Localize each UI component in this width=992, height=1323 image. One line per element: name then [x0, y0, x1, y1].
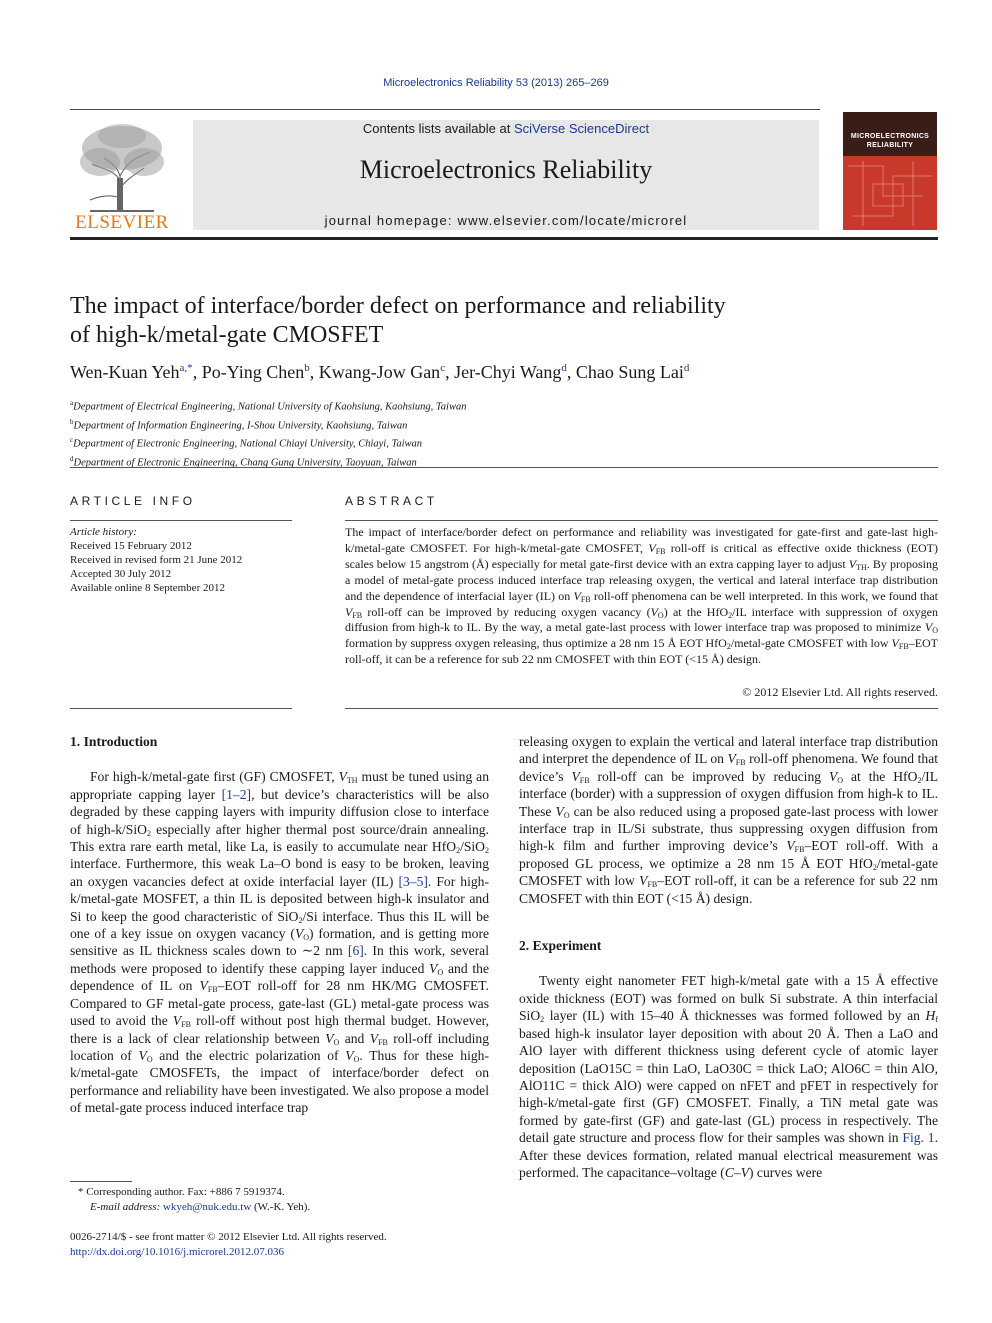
author-affil-link[interactable]: a,*: [179, 362, 193, 374]
email-line: [70, 1200, 489, 1215]
affiliation-rule: [70, 467, 938, 468]
doi-link[interactable]: http://dx.doi.org/10.1016/j.microrel.2012.07.036: [70, 1246, 284, 1258]
issn-line: 0026-2714/$ - see front matter © 2012 Elsevier Ltd. All rights reserved.: [70, 1231, 387, 1243]
affiliation-item: [70, 396, 930, 415]
abstract-bottom-rule: [345, 708, 938, 709]
paper-title-line2: of high-k/metal-gate CMOSFET: [70, 322, 384, 348]
cover-title: [843, 132, 937, 150]
affiliation-item: [70, 452, 930, 471]
email-label: E-mail address:: [90, 1201, 163, 1213]
abstract-body: The impact of interface/border defect on performance and reliability was investigated for gate-first and gate-last high-k/metal-gate CMOSFET. For high-k/metal-gate CMOSFET, $V_{FB}$ roll-off is critical as effective oxide thickness (EOT) scales below 15 angstrom (Å) especially for metal gate-first device with an extra capping layer to adjust $V_{TH}$. By proposing a model of metal-gate process induced interface trap releasing oxygen, the vertical and lateral interface trap distribution and the dependence of interfacial layer (IL) on $V_{FB}$ roll-off phenomena can be well interpreted. In this work, we found that $V_{FB}$ roll-off can be improved by reducing oxygen vacancy $(V_O)$ at the HfO$_2$/IL interface with suppression of oxygen diffusion from high-k to IL. By the way, a metal gate-last process with lower interface trap was proposed to minimize $V_O$ formation by suppress oxygen releasing, thus optimize a 28 nm 15 Å EOT HfO$_2$/metal-gate CMOSFET with low $V_{FB}$–EOT roll-off, it can be a reference for sub 22 nm CMOSFET with thin EOT (<15 Å) design.: [345, 525, 939, 667]
article-info-heading: ARTICLE INFO: [70, 494, 196, 508]
author-name: Jer-Chyi Wang: [454, 362, 562, 382]
journal-reference[interactable]: Microelectronics Reliability 53 (2013) 265–269: [383, 77, 609, 89]
author-name: Kwang-Jow Gan: [318, 362, 441, 382]
paper-title: [70, 292, 930, 350]
revised-date: Received in revised form 21 June 2012: [70, 554, 243, 566]
affiliation-text: Department of Information Engineering, I-Shou University, Kaohsiung, Taiwan: [73, 420, 408, 432]
affiliation-marker: d: [70, 455, 74, 464]
author-list: Wen-Kuan Yeh$^{a,*}$, Po-Ying Chen$^b$, Kwang-Jow Gan$^c$, Jer-Chyi Wang$^d$, Chao Sung Lai$^d$: [70, 362, 690, 382]
author-name: Po-Ying Chen: [201, 362, 305, 382]
affiliation-marker: b: [70, 417, 74, 426]
body-right-column: [519, 733, 938, 1181]
cover-circuit-icon: [843, 156, 937, 230]
article-history: [70, 525, 292, 595]
elsevier-wordmark: ELSEVIER: [75, 212, 169, 233]
journal-title: Microelectronics Reliability: [359, 155, 653, 184]
figure-link[interactable]: Fig. 1: [902, 1130, 935, 1146]
footnote-rule: [70, 1181, 132, 1182]
body-left-column: [70, 733, 489, 1117]
online-date: Available online 8 September 2012: [70, 582, 225, 594]
body-paragraph: releasing oxygen to explain the vertical and lateral interface trap distribution and interpret the dependence of IL on $V_{FB}$ roll-off phenomena. We found that device’s $V_{FB}$ roll-off can be improved by reducing $V_O$ at the HfO$_2$/IL interface (border) with a suppression of oxygen diffusion from high-k to IL. These $V_O$ can be also reduced using a proposed gate-last process with lower interface trap in IL/Si substrate, thus suppressing oxygen diffusion from high-k film and further improving device’s $V_{FB}$–EOT roll-off. With a proposed GL process, we optimize a 28 nm 15 Å EOT HfO$_2$/metal-gate CMOSFET with low $V_{FB}$–EOT roll-off, it can be a reference for sub 22 nm CMOSFET with thin EOT (<15 Å) design.: [519, 734, 939, 906]
affiliations: [70, 396, 930, 471]
section-heading-experiment: 2. Experiment: [519, 938, 602, 954]
email-suffix: (W.-K. Yeh).: [251, 1201, 311, 1213]
section-heading-introduction: 1. Introduction: [70, 734, 158, 749]
affiliation-text: Department of Electronic Engineering, National Chiayi University, Chiayi, Taiwan: [73, 438, 423, 450]
header-thick-rule: [70, 237, 938, 240]
article-info-bottom-rule: [70, 708, 292, 709]
email-link[interactable]: wkyeh@nuk.edu.tw: [162, 1201, 252, 1213]
footnote: [70, 1185, 489, 1215]
author-affil-link[interactable]: c: [440, 362, 446, 374]
affiliation-marker: c: [70, 436, 74, 445]
journal-cover: [843, 112, 937, 230]
body-paragraph: Twenty eight nanometer FET high-k/metal gate with a 15 Å effective oxide thickness (EOT) was formed on bulk Si substrate. A thin interfacial SiO$_2$ layer (IL) with 15–40 Å thicknesses was formed followed by an $H_f$ based high-k insulator layer deposition with about 20 Å. Then a LaO and AlO layer with different thickness using deferent cycle of atomic layer deposition (LaO15C = thin LaO, LaO30C = thick LaO; AlO6C = thin AlO, AlO11C = thick AlO) were capped on nFET and pFET in respectively for high-k/metal-gate first (GF) CMOSFET. Finally, a TiN metal gate was formed by gate-first (GF) and gate-last (GL) process in respectively. The detail gate structure and process flow for their samples was shown in Fig. 1. After these devices formation, related manual electrical measurement was performed. The capacitance–voltage (C–V) curves were: [519, 973, 938, 1180]
affiliation-text: Department of Electrical Engineering, National University of Kaohsiung, Kaohsiung, Taiwan: [73, 401, 467, 413]
body-paragraph: For high-k/metal-gate first (GF) CMOSFET, $V_{TH}$ must be tuned using an appropriate capping layer [1–2], but device’s characteristics will be also degraded by these capping layers with impurity diffusion close to interface of high-k/SiO$_2$ especially after higher thermal post source/drain annealing. This extra rare earth metal, like La, is easily to accumulate near HfO$_2$/SiO$_2$ interface. Furthermore, this weak La–O bond is easy to be broken, leaving an oxygen vacancies defect at oxide interfacial layer (IL) [3–5]. For high-k/metal-gate MOSFET, a thin IL is deposited between high-k insulator and Si to keep the good characteristic of SiO$_2$/Si interface. Thus this IL will be one of a key issue on oxygen vacancy $(V_O)$ formation, and is getting more sensitive as IL thickness scales down to ∼2 nm [6]. In this work, several methods were proposed to identify these capping layer induced $V_O$ and the dependence of IL on $V_{FB}$–EOT roll-off for 28 nm HK/MG CMOSFET. Compared to GF metal-gate process, gate-last (GL) metal-gate process was used to avoid the $V_{FB}$ roll-off without post high thermal budget. However, there is a lack of clear relationship between $V_O$ and $V_{FB}$ roll-off including location of $V_O$ and the electric polarization of $V_O$. Thus for these high-k/metal-gate CMOSFETs, the impact of interface/border defect on performance and reliability have been investigated. We also propose a model of metal-gate process induced interface trap: [70, 769, 490, 1116]
sciencedirect-link[interactable]: SciVerse ScienceDirect: [513, 121, 650, 136]
history-label: Article history:: [70, 526, 137, 538]
author-affil-link[interactable]: b: [304, 362, 310, 374]
contents-line: [193, 121, 819, 136]
affiliation-text: Department of Electronic Engineering, Chang Gung University, Taoyuan, Taiwan: [73, 457, 417, 469]
corresponding-author-note: * Corresponding author. Fax: +886 7 5919374.: [78, 1186, 285, 1198]
page-footer: [70, 1230, 570, 1260]
affiliation-item: [70, 433, 930, 452]
citation-link[interactable]: [1–2]: [221, 786, 252, 802]
citation-link[interactable]: [6]: [347, 943, 364, 959]
received-date: Received 15 February 2012: [70, 540, 192, 552]
contents-prefix: Contents lists available at: [362, 121, 514, 136]
abstract-rule: [345, 520, 938, 521]
citation-link[interactable]: [3–5]: [398, 873, 428, 889]
author-name: Chao Sung Lai: [575, 362, 684, 382]
accepted-date: Accepted 30 July 2012: [70, 568, 172, 580]
affiliation-marker: a: [70, 399, 74, 407]
author-affil-link[interactable]: d: [561, 362, 567, 374]
section-gap: [519, 907, 938, 937]
cover-title-line1: MICROELECTRONICS: [850, 133, 930, 140]
author-affil-link[interactable]: d: [683, 362, 690, 374]
header-rule: [70, 109, 820, 110]
journal-homepage[interactable]: journal homepage: www.elsevier.com/locate/microrel: [324, 213, 688, 228]
abstract-heading: ABSTRACT: [345, 494, 438, 508]
article-info-rule: [70, 520, 292, 521]
paper-title-line1: The impact of interface/border defect on performance and reliability: [70, 293, 726, 319]
cover-title-line2: RELIABILITY: [866, 142, 914, 149]
author-name: Wen-Kuan Yeh: [70, 362, 180, 382]
affiliation-item: [70, 415, 930, 434]
copyright-notice: © 2012 Elsevier Ltd. All rights reserved.: [742, 685, 938, 699]
